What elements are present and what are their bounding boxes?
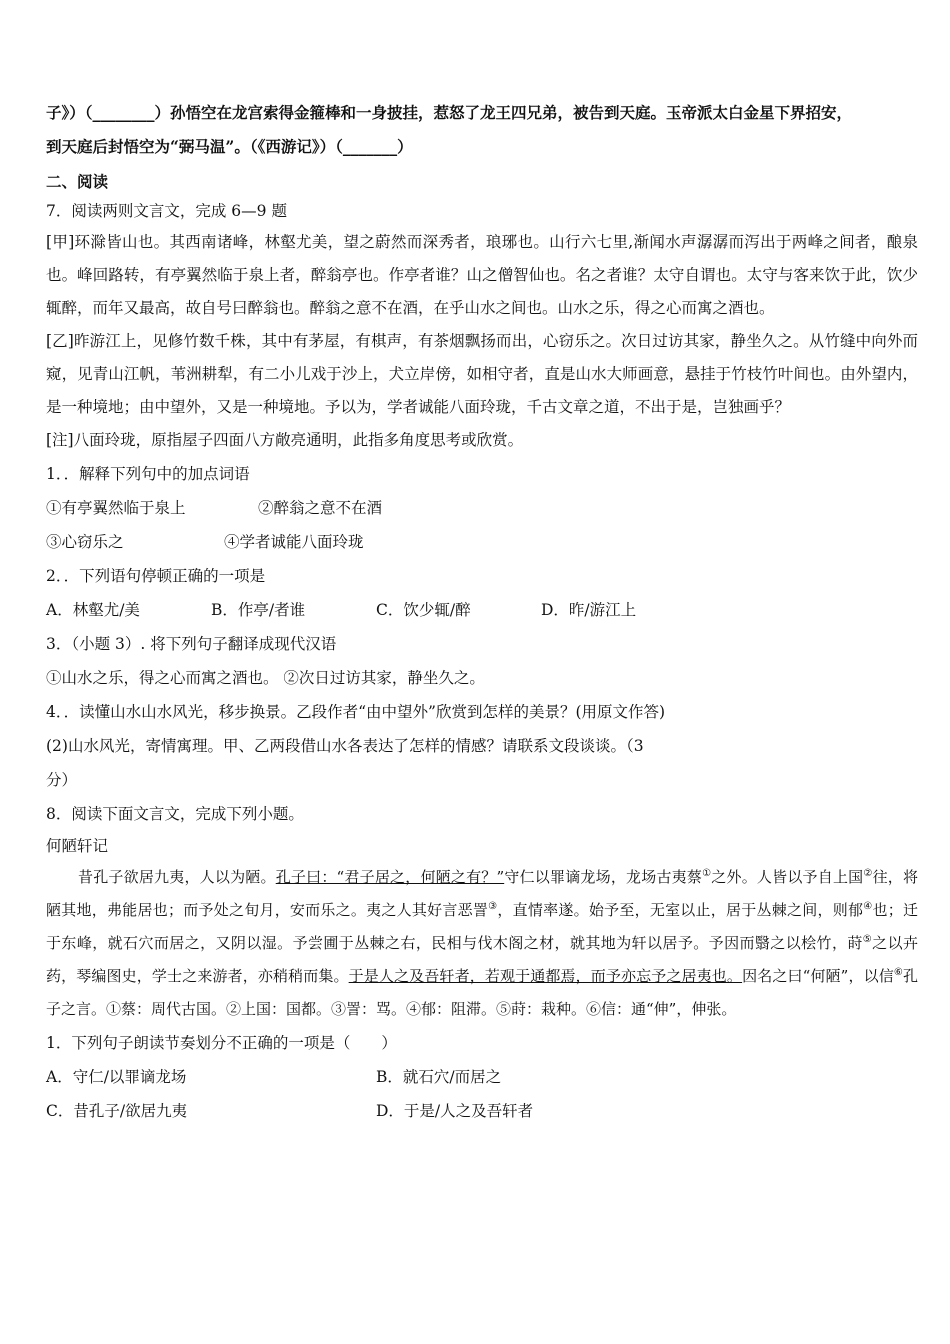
q7-sub2-option-a: A．林壑尤/美 <box>46 601 140 619</box>
q7-sub4-title: 4．．读懂山水山水风光，移步换景。乙段作者“由中望外”欣赏到怎样的美景？(用原文作答) <box>46 703 666 721</box>
q8-passage-text: 之外。人皆以予自上国 <box>711 868 864 886</box>
q8-passage-text: 往，将陋其地，弗能居也；而予处之旬月，安而乐之。夷之人其好言恶詈 <box>46 868 918 919</box>
q8-sub1-option-b: B．就石穴/而居之 <box>376 1068 502 1086</box>
q8-sub1-options-row-2 <box>46 1094 918 1128</box>
q8-intro: 8．阅读下面文言文，完成下列小题。 <box>46 805 304 823</box>
q8-sub1-option-c: C．昔孔子/欲居九夷 <box>46 1102 188 1120</box>
footnote-marker: ③ <box>488 901 498 912</box>
q7-sub2-option-d: D．昨/游江上 <box>541 601 637 619</box>
footnote-marker: ⑤ <box>862 934 873 945</box>
q8-passage-text: ，直情率遂。始予至，无室以止，居于丛棘之间，则郁 <box>497 901 864 919</box>
q8-sub1-option-a: A．守仁/以罪谪龙场 <box>46 1068 187 1086</box>
section-title-reading: 二、阅读 <box>46 172 109 191</box>
q7-intro: 7．阅读两则文言文，完成 6—9 题 <box>46 202 287 220</box>
q7-sub3-items: ①山水之乐，得之心而寓之酒也。 ②次日过访其家，静坐久之。 <box>46 669 485 687</box>
q8-passage-title: 何陋轩记 <box>46 837 109 855</box>
q7-sub1-item-1: ①有亭翼然临于泉上 <box>46 499 186 517</box>
q8-passage-underlined-2: 于是人之及吾轩者，若观于通都焉，而予亦忘予之居夷也。 <box>348 967 743 985</box>
q7-passage-jia: [甲]环滁皆山也。其西南诸峰，林壑尤美，望之蔚然而深秀者，琅琊也。山行六七里,渐闻水声潺潺而泻出于两峰之间者，酿泉也。峰回路转，有亭翼然临于泉上者，醉翁亭也。作亭者谁？山之僧智仙也。名之者谁？太守自谓也。太守与客来饮于此，饮少辄醉，而年又最高，故自号曰醉翁也。醉翁之意不在酒，在乎山水之间也。山水之乐，得之心而寓之酒也。 <box>46 233 918 317</box>
q8-passage <box>46 861 918 1026</box>
q7-sub2-options <box>46 593 918 627</box>
q7-sub2-option-c: C．饮少辄/醉 <box>376 601 471 619</box>
q8-sub1-title: 1．下列句子朗读节奏划分不正确的一项是（ ） <box>46 1034 397 1052</box>
q7-sub2-option-b: B．作亭/者谁 <box>211 601 306 619</box>
q7-note: [注]八面玲珑，原指屋子四面八方敞亮通明，此指多角度思考或欣赏。 <box>46 431 524 449</box>
q8-sub1-option-d: D．于是/人之及吾轩者 <box>376 1102 534 1120</box>
q8-passage-notes: 孔子之言。①蔡：周代古国。②上国：国都。③詈：骂。④郁：阻滞。⑤莳：栽种。⑥信：通“伸”，伸张。 <box>46 967 918 1018</box>
q7-sub4-part2-continued: 分） <box>46 771 78 789</box>
q7-sub1-row-1 <box>46 491 918 525</box>
q7-sub3-title: 3．（小题 3）. 将下列句子翻译成现代汉语 <box>46 635 337 653</box>
footnote-marker: ① <box>702 868 712 879</box>
q8-passage-text: 之以卉药，琴编图史，学士之来游者，亦稍稍而集。 <box>46 934 918 985</box>
question-continuation-line-2: 到天庭后封悟空为“弼马温”。（《西游记》）（_______） <box>46 137 413 156</box>
q7-sub1-item-4: ④学者诚能八面玲珑 <box>224 533 364 551</box>
q7-sub1-title: 1．．解释下列句中的加点词语 <box>46 465 250 483</box>
q8-passage-underlined-1: 孔子曰：“君子居之，何陋之有？” <box>275 868 505 886</box>
q7-passage-yi: [乙]昨游江上，见修竹数千株，其中有茅屋，有棋声，有茶烟飘扬而出，心窃乐之。次日过访其家，静坐久之。从竹缝中向外而窥，见青山江帆，苇洲耕犁，有二小儿戏于沙上，犬立岸傍，如相守者，直是山水大师画意，悬挂于竹枝竹叶间也。由外望内，是一种境地；由中望外，又是一种境地。予以为，学者诚能八面玲珑，千古文章之道，不出于是，岂独画乎？ <box>46 332 918 416</box>
q7-sub1-item-2: ②醉翁之意不在酒 <box>258 499 383 517</box>
q7-sub1-item-3: ③心窃乐之 <box>46 533 124 551</box>
q7-sub4-part2: (2)山水风光，寄情寓理。甲、乙两段借山水各表达了怎样的情感？请联系文段谈谈。（3 <box>46 737 644 755</box>
footnote-marker: ⑥ <box>893 967 903 978</box>
footnote-marker: ④ <box>863 901 873 912</box>
q7-sub1-row-2 <box>46 525 918 559</box>
question-continuation-line-1: 子》）（________）孙悟空在龙宫索得金箍棒和一身披挂，惹怒了龙王四兄弟，被告到天庭。玉帝派太白金星下界招安， <box>46 103 853 122</box>
q8-passage-text: 也；迁于东峰，就石穴而居之，又阴以湿。予尝圃于丛棘之右，民相与伐木阁之材，就其地为轩以居予。予因而翳之以桧竹，莳 <box>46 901 918 952</box>
q7-sub2-title: 2．．下列语句停顿正确的一项是 <box>46 567 266 585</box>
q8-passage-text: 昔孔子欲居九夷，人以为陋。 <box>78 868 276 886</box>
q8-passage-text: 因名之曰“何陋”，以信 <box>742 967 894 985</box>
q8-passage-text: 守仁以罪谪龙场，龙场古夷蔡 <box>504 868 703 886</box>
document-page <box>46 96 918 1128</box>
footnote-marker: ② <box>863 868 873 879</box>
q8-sub1-options-row-1 <box>46 1060 918 1094</box>
